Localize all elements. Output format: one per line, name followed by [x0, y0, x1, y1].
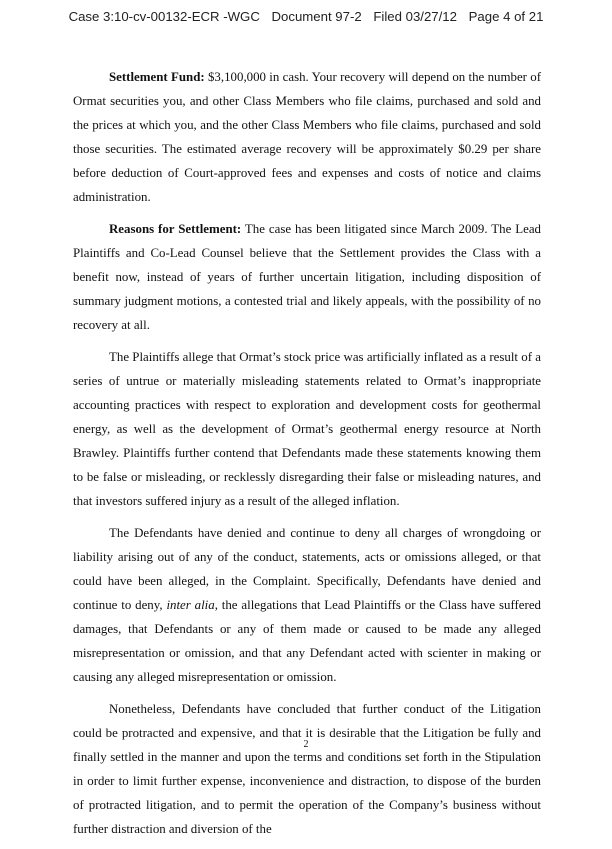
- page-number: 2: [303, 739, 309, 750]
- case-number: Case 3:10-cv-00132-ECR -WGC: [68, 9, 260, 24]
- paragraph-plaintiffs-allege: The Plaintiffs allege that Ormat’s stock price was artificially inflated as a result of a series of untrue or materially misleading statements related to Ormat’s inappropriate accounting practices with respect to exploration and development costs for geothermal energy, as well as the development of Ormat’s geothermal energy resource at North Brawley. Plaintiffs further contend that Defendants made these statements knowing them to be false or misleading, or recklessly disregarding their false or misleading natures, and that investors suffered injury as a result of the alleged inflation.: [73, 350, 541, 508]
- paragraph-reasons: [73, 217, 541, 337]
- defendants-denied-text-1: The Defendants have denied and continue to deny all charges of wrongdoing or liability arising out of any of the conduct, statements, acts or omissions alleged, or that could have been alleged, in the Complaint. Specifically, Defendants have denied and continue to deny,: [73, 526, 541, 612]
- reasons-text: The case has been litigated since March 2009. The Lead Plaintiffs and Co-Lead Counsel believe that the Settlement provides the Class with a benefit now, instead of years of further uncertain litigation, including disposition of summary judgment motions, a contested trial and likely appeals, with the possibility of no recovery at all.: [73, 222, 541, 332]
- filed-date: Filed 03/27/12: [373, 9, 457, 24]
- page-indicator: Page 4 of 21: [468, 9, 544, 24]
- settlement-fund-label: Settlement Fund:: [109, 70, 205, 84]
- paragraph-defendants-denied: [73, 521, 541, 689]
- paragraph-settlement-fund: [73, 65, 541, 209]
- case-header: [0, 9, 612, 24]
- inter-alia: inter alia: [166, 598, 215, 612]
- document-number: Document 97-2: [271, 9, 362, 24]
- paragraph-nonetheless: Nonetheless, Defendants have concluded that further conduct of the Litigation could be protracted and expensive, and that it is desirable that the Litigation be fully and finally settled in the manner and upon the terms and conditions set forth in the Stipulation in order to limit further expense, inconvenience and distraction, to dispose of the burden of protracted litigation, and to permit the operation of the Company’s business without further distraction and diversion of the: [73, 702, 541, 836]
- settlement-fund-text: $3,100,000 in cash. Your recovery will depend on the number of Ormat securities you, and other Class Members who file claims, purchased and sold and the prices at which you, and the other Class Members who file claims, purchased and sold those securities. The estimated average recovery will be approximately $0.29 per share before deduction of Court-approved fees and expenses and costs of notice and claims administration.: [73, 70, 541, 204]
- reasons-label: Reasons for Settlement:: [109, 222, 242, 236]
- defendants-denied-text-2: , the allegations that Lead Plaintiffs or the Class have suffered damages, that Defendants or any of them made or caused to be made any alleged misrepresentation or omission, and that any Defendant acted with scienter in making or causing any alleged misrepresentation or omission.: [73, 598, 541, 684]
- document-body: [73, 65, 541, 849]
